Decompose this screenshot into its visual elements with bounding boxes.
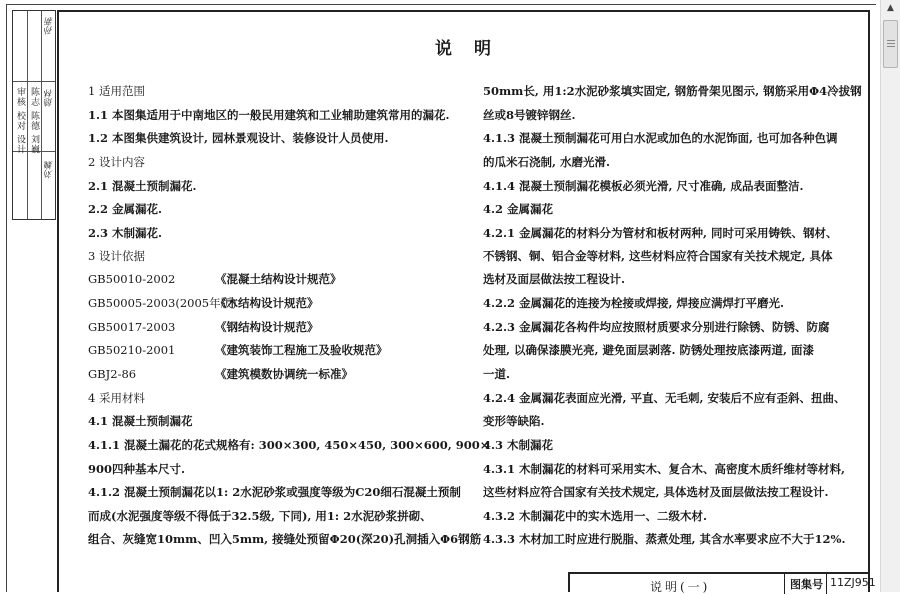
standard-name: 《混凝土结构设计规范》	[215, 272, 342, 286]
signature-2: 德林	[45, 89, 55, 107]
text-line: 4.3.2 木制漏花中的实木选用一、二级木材.	[483, 509, 708, 523]
text-line: 3 设计依据	[88, 249, 145, 263]
standard-name: 《建筑装饰工程施工及验收规范》	[215, 343, 388, 357]
standard-row	[88, 367, 353, 381]
text-line: 一道.	[483, 367, 511, 381]
standard-row	[88, 320, 319, 334]
standard-row	[88, 343, 388, 357]
sheet-edge-top	[6, 4, 876, 5]
text-line: 组合、灰缝宽10mm、凹入5mm, 接缝处预留Φ20(深20)孔洞插入Φ6钢筋	[88, 532, 482, 546]
text-line: 4.1 混凝土预制漏花	[88, 414, 193, 428]
text-line: 4.3.3 木材加工时应进行脱脂、蒸煮处理, 其含水率要求应不大于12%.	[483, 532, 846, 546]
vertical-scrollbar[interactable]	[880, 0, 900, 592]
signoff-divider	[13, 81, 55, 82]
text-line: 4.2 金属漏花	[483, 202, 554, 216]
standard-code: GBJ2-86	[88, 367, 137, 381]
text-line: 900四种基本尺寸.	[88, 462, 186, 476]
standard-code: GB50017-2003	[88, 320, 176, 334]
text-line: 这些材料应符合国家有关技术规定, 具体选材及面层做法按工程设计.	[483, 485, 829, 499]
text-line: 2.3 木制漏花.	[88, 226, 163, 240]
title-block-code: 11ZJ951	[830, 576, 876, 589]
signoff-roles: 审核 校对 设计	[15, 87, 25, 155]
text-line: 4 采用材料	[88, 391, 145, 405]
grip-line	[887, 40, 895, 41]
standard-row	[88, 296, 319, 310]
text-line: 4.2.4 金属漏花表面应光滑, 平直、无毛刺, 安装后不应有歪斜、扭曲、	[483, 391, 846, 405]
standard-code: GB50010-2002	[88, 272, 176, 286]
text-line: 4.1.3 混凝土预制漏花可用白水泥或加色的水泥饰面, 也可加各种色调	[483, 131, 838, 145]
text-line: 1 适用范围	[88, 84, 145, 98]
title-block-divider	[784, 574, 785, 594]
scroll-up-arrow-icon[interactable]: ▲	[881, 0, 900, 17]
text-line: 2.1 混凝土预制漏花.	[88, 179, 197, 193]
title-block-label: 图集号	[790, 578, 823, 591]
standard-name: 《建筑模数协调统一标准》	[215, 367, 353, 381]
page-title: 说 明	[435, 39, 499, 59]
grip-line	[887, 46, 895, 47]
scroll-thumb[interactable]	[883, 20, 898, 68]
text-line: 4.1.4 混凝土预制漏花模板必须光滑, 尺寸准确, 成品表面整洁.	[483, 179, 804, 193]
text-line: 不锈钢、铜、铝合金等材料, 这些材料应符合国家有关技术规定, 具体	[483, 249, 833, 263]
signoff-strip	[12, 10, 56, 220]
text-line: 4.2.3 金属漏花各构件均应按照材质要求分别进行除锈、防锈、防腐	[483, 320, 830, 334]
text-line: 而成(水泥强度等级不得低于32.5级, 下同), 用1: 2水泥砂浆拼砌、	[88, 509, 432, 523]
text-line: 处理, 以确保漆膜光亮, 避免面层剥落. 防锈处理按底漆两道, 面漆	[483, 343, 815, 357]
text-line: 1.2 本图集供建筑设计, 园林景观设计、装修设计人员使用.	[88, 131, 389, 145]
text-line: 1.1 本图集适用于中南地区的一般民用建筑和工业辅助建筑常用的漏花.	[88, 108, 450, 122]
signature-1: 孙新	[45, 17, 55, 35]
title-block	[568, 572, 876, 594]
text-line: 4.1.1 混凝土漏花的花式规格有: 300×300, 450×450, 300×600, 900×	[88, 438, 490, 452]
title-block-divider	[826, 574, 827, 594]
text-line: 4.3 木制漏花	[483, 438, 554, 452]
text-line: 选材及面层做法按工程设计.	[483, 272, 626, 286]
text-line: 变形等缺陷.	[483, 414, 545, 428]
text-line: 4.1.2 混凝土预制漏花以1: 2水泥砂浆或强度等级为C20细石混凝土预制	[88, 485, 461, 499]
text-line: 的瓜米石浇制, 水磨光滑.	[483, 155, 611, 169]
text-line: 4.2.2 金属漏花的连接为栓接或焊接, 焊接应满焊打平磨光.	[483, 296, 785, 310]
text-line: 4.3.1 木制漏花的材料可采用实木、复合木、高密度木质纤维材等材料,	[483, 462, 846, 476]
signoff-names: 陈志 陈德 刘巍	[29, 87, 39, 155]
text-line: 50mm长, 用1:2水泥砂浆填实固定, 钢筋骨架见图示, 钢筋采用Φ4冷拔钢	[483, 84, 862, 98]
text-line: 2 设计内容	[88, 155, 145, 169]
standard-name: 《钢结构设计规范》	[215, 320, 319, 334]
standard-code: GB50210-2001	[88, 343, 176, 357]
standard-code: GB50005-2003(2005年版)	[88, 296, 237, 310]
text-line: 丝或8号镀锌钢丝.	[483, 108, 576, 122]
title-block-name: 说明(一)	[650, 580, 711, 594]
grip-line	[887, 43, 895, 44]
standard-name: 《木结构设计规范》	[215, 296, 319, 310]
sheet-edge-left	[6, 4, 7, 592]
signoff-divider	[27, 11, 28, 219]
text-line: 2.2 金属漏花.	[88, 202, 163, 216]
signature-3: 刘巍	[45, 161, 55, 179]
text-line: 4.2.1 金属漏花的材料分为管材和板材两种, 同时可采用铸铁、钢材、	[483, 226, 838, 240]
standard-row	[88, 272, 342, 286]
signoff-divider	[41, 11, 42, 219]
